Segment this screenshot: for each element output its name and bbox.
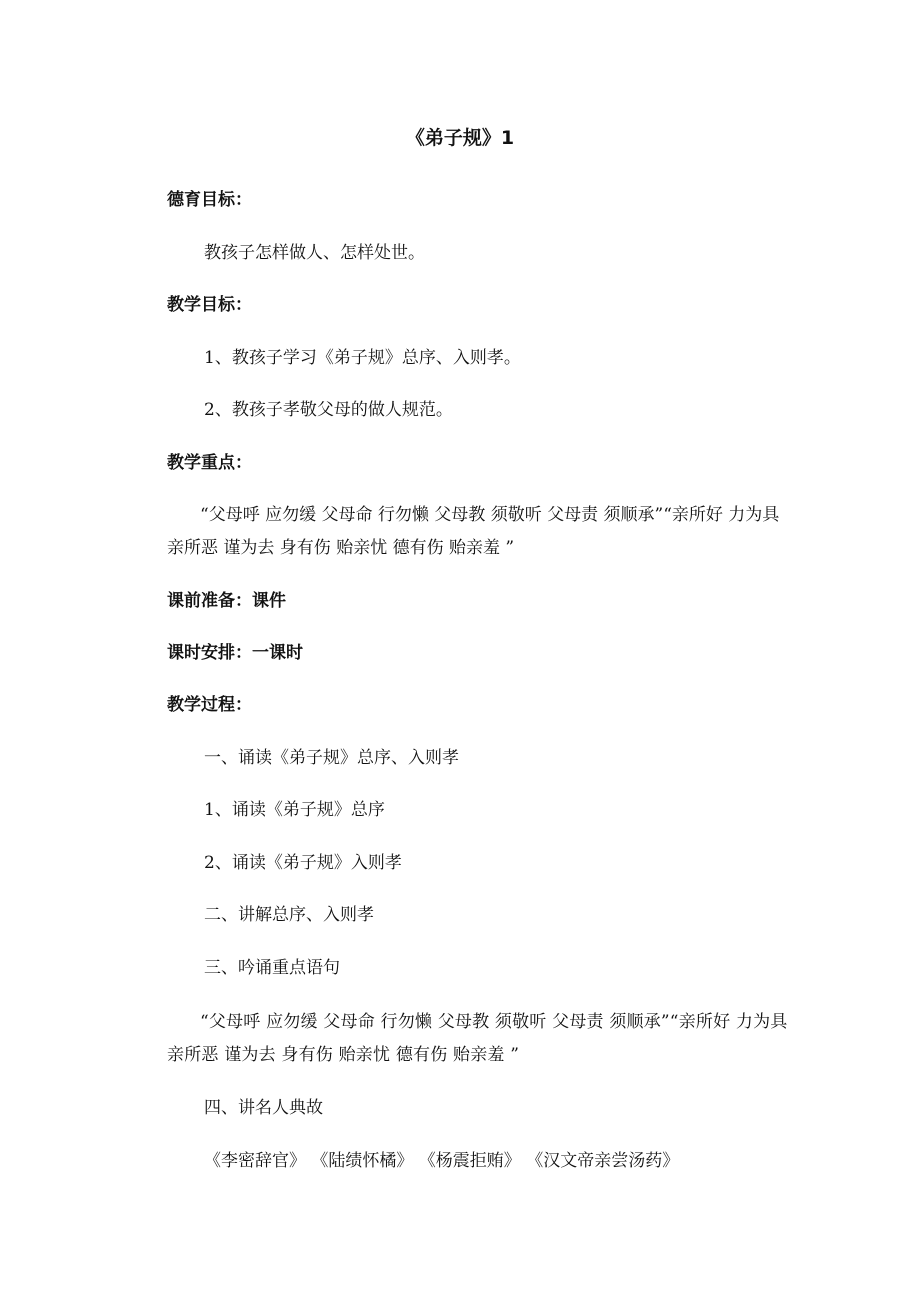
process-step: 四、讲名人典故 bbox=[204, 1098, 323, 1118]
document-title: 《弟子规》1 bbox=[405, 127, 515, 149]
stories-list: 《李密辞官》 《陆绩怀橘》 《杨震拒贿》 《汉文帝亲尝汤药》 bbox=[204, 1151, 680, 1171]
key-points-text: “父母呼 应勿缓 父母命 行勿懒 父母教 须敬听 父母责 须顺承”“亲所好 力为具 亲所恶 谨为去 身有伤 贻亲忧 德有伤 贻亲羞 ” bbox=[167, 505, 780, 558]
preparation-line: 课前准备：课件 bbox=[167, 591, 286, 611]
process-step: 1、诵读《弟子规》总序 bbox=[204, 800, 385, 820]
recite-text: “父母呼 应勿缓 父母命 行勿懒 父母教 须敬听 父母责 须顺承”“亲所好 力为具 亲所恶 谨为去 身有伤 贻亲忧 德有伤 贻亲羞 ” bbox=[167, 1012, 788, 1065]
schedule-line: 课时安排：一课时 bbox=[167, 643, 303, 663]
moral-goal-text: 教孩子怎样做人、怎样处世。 bbox=[204, 243, 425, 263]
process-step: 一、诵读《弟子规》总序、入则孝 bbox=[204, 748, 459, 768]
teaching-goal-item: 2、教孩子孝敬父母的做人规范。 bbox=[204, 400, 453, 420]
teaching-goal-heading: 教学目标： bbox=[167, 295, 252, 315]
process-step: 三、吟诵重点语句 bbox=[204, 958, 340, 978]
process-step: 二、讲解总序、入则孝 bbox=[204, 905, 374, 925]
teaching-goal-item: 1、教孩子学习《弟子规》总序、入则孝。 bbox=[204, 348, 521, 368]
moral-goal-heading: 德育目标： bbox=[167, 190, 252, 210]
key-points-heading: 教学重点： bbox=[167, 453, 252, 473]
process-heading: 教学过程： bbox=[167, 695, 252, 715]
process-step: 2、诵读《弟子规》入则孝 bbox=[204, 853, 402, 873]
